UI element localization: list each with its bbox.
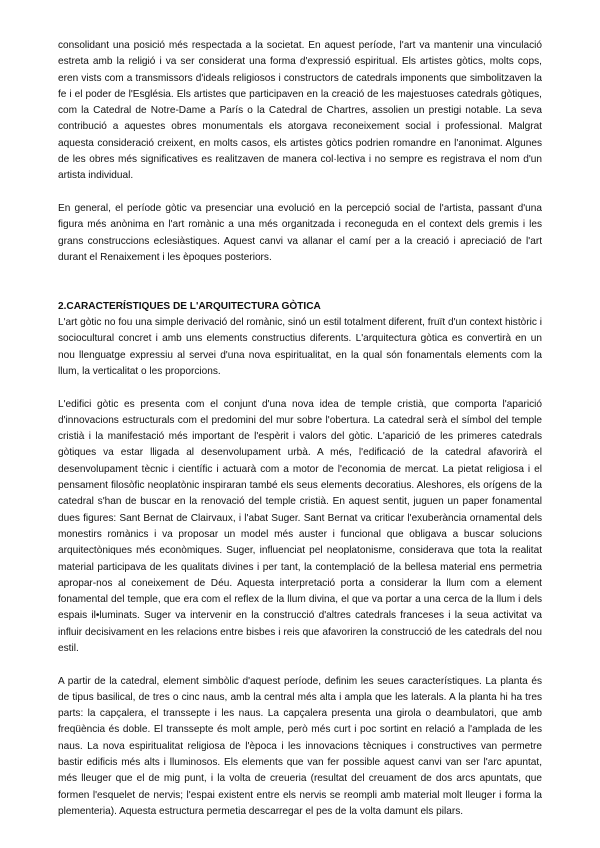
paragraph-gothic-intro: L'art gòtic no fou una simple derivació del romànic, sinó un estil totalment diferent, fruït d'un context històric i sociocultural concret i amb uns elements constructius diferents. L'arquitectura gòtica es convertirà en un nou llenguatge expressiu al servei d'una nova espiritualitat, en la qual són fonamentals elements com la llum, la verticalitat o les proporcions. [58, 317, 542, 377]
section-heading: 2.CARACTERÍSTIQUES DE L'ARQUITECTURA GÒTICA [58, 300, 321, 312]
spacer [58, 282, 542, 298]
paragraph-gothic-temple: L'edifici gòtic es presenta com el conjunt d'una nova idea de temple cristià, que comporta l'aparició d'innovacions estructurals com el predomini del mur sobre l'obertura. La catedral serà el símbol del temple cristià i la manifestació més important de l'espèrit i valors del gòtic. L'aparició de les primeres catedrals gòtiques va estar lligada al desenvolupament urbà. A més, l'edificació de la catedral afavorirà el desenvolupament tècnic i científic i actuarà com a motor de l'economia de mercat. La pietat religiosa i el pensament filosòfic neoplatònic inspiraran també els seus elements decoratius. Aleshores, els orígens de la catedral s'han de buscar en la renovació del temple cristià. En aquest sentit, juguen un paper fonamental dues figures: Sant Bernat de Clairvaux, i l'abat Suger. Sant Bernat va criticar l'exuberància ornamental dels monestirs romànics i va proposar un model més auster i funcional que obligava a buscar solucions arquitectòniques més econòmiques. Suger, influenciat pel neoplatonisme, considerava que tota la realitat material participava de les qualitats divines i per tant, la contemplació de la bellesa material ens permetria apropar-nos al coneixement de Déu. Aquesta interpretació porta a considerar la llum com a element fonamental del temple, que era com el reflex de la llum divina, el que va portar a una cerca de la llum i dels espais il•luminats. Suger va intervenir en la construcció d'altres catedrals franceses i la seua activitat va influir decisivament en les relacions entre bisbes i reis que afavoriren la construcció de les catedrals del nou estil. [58, 398, 542, 654]
paragraph-artist-status: consolidant una posició més respectada a la societat. En aquest període, l'art va mantenir una vinculació estreta amb la religió i va ser considerat una forma d'expressió espiritual. Els artistes gòtics, molts cops, eren vists com a transmissors d'ideals religiosos i constructors de catedrals imponents que simbolitzaven la fe i el poder de l'Església. Els artistes que participaven en la creació de les majestuoses catedrals gòtiques, com la Catedral de Notre-Dame a París o la Catedral de Chartres, assolien un prestigi notable. La seva contribució a aquestes obres monumentals els atorgava reconeixement social i professional. Malgrat aquesta consideració creixent, en molts casos, els artistes gòtics podrien romandre en l'anonimat. Algunes de les obres més significatives es realitzaven de manera col·lectiva i no sempre es registrava el nom d'un artista individual. [58, 40, 542, 182]
document-page [58, 38, 542, 820]
paragraph-cathedral-features: A partir de la catedral, element simbòlic d'aquest període, definim les seues característiques. La planta és de tipus basilical, de tres o cinc naus, amb la central més alta i ampla que les laterals. A la planta hi ha tres parts: la capçalera, el transsepte i les naus. La capçalera presenta una girola o deambulatori, que amb freqüència és doble. El transsepte és molt ample, però més curt i poc sortint en relació a l'amplada de les naus. La nova espiritualitat religiosa de l'època i les innovacions tècniques i constructives van permetre bastir edificis més alts i lluminosos. Els elements que van fer possible aquest canvi van ser l'arc apuntat, més lleuger que el de mig punt, i la volta de creueria (resultat del creuament de dos arcs apuntats, que formen l'esquelet de nervis; l'espai existent entre els nervis se reompli amb material molt lleuger i forma la plementeria). Aquesta estructura permetia descarregar el pes de la volta damunt els pilars. [58, 675, 542, 817]
paragraph-general-evolution: En general, el període gòtic va presenciar una evolució en la percepció social de l'artista, passant d'una figura més anònima en l'art romànic a una més organitzada i reconeguda en el context dels gremis i les grans construccions eclesiàstiques. Aquest canvi va allanar el camí per a la creació i apreciació de l'art durant el Renaixement i les èpoques posteriors. [58, 202, 542, 263]
